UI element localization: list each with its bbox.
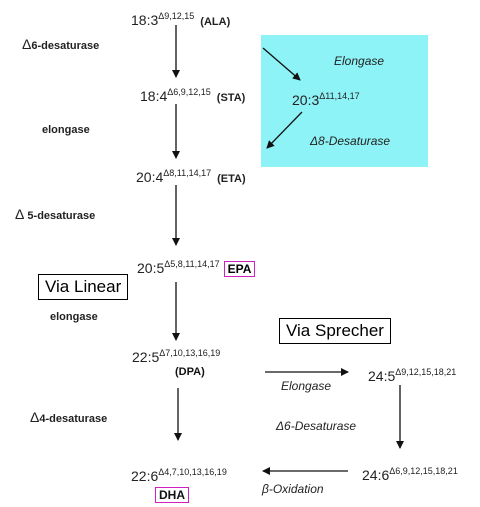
sprecher-beta-oxidation-label: β-Oxidation bbox=[262, 482, 324, 496]
dha-highlight: DHA bbox=[155, 487, 189, 503]
enzyme-d4-desaturase: Δ4-desaturase bbox=[30, 409, 108, 425]
epa-highlight: EPA bbox=[224, 261, 256, 277]
enzyme-elongase-2: elongase bbox=[50, 311, 98, 323]
sprecher-elongase-label: Elongase bbox=[281, 379, 332, 393]
compound-dpa-tag: (DPA) bbox=[175, 366, 205, 378]
sprecher-d6-desaturase-label: Δ6-Desaturase bbox=[276, 419, 357, 433]
compound-24-5: $24:5^{\Delta 9,12,15,18,21}$ bbox=[368, 367, 457, 384]
arrow-ala-to-alt bbox=[263, 48, 300, 80]
compound-24-6: $24:6^{\Delta 6,9,12,15,18,21}$ bbox=[362, 466, 458, 483]
compound-sta: $18:4^{\Delta 6,9,12,15}$ (STA) bbox=[140, 87, 246, 104]
alt-d8-desaturase-label: Δ8-Desaturase bbox=[310, 134, 391, 148]
alt-elongase-label: Elongase bbox=[334, 54, 385, 68]
via-linear-label: Via Linear bbox=[38, 274, 128, 300]
compound-dha: $22:6^{\Delta 4,7,10,13,16,19}$ bbox=[131, 467, 227, 484]
enzyme-d6-desaturase: Δ6-desaturase bbox=[22, 36, 100, 52]
compound-dpa: $22:5^{\Delta 7,10,13,16,19}$ bbox=[132, 348, 221, 365]
compound-eta: $20:4^{\Delta 8,11,14,17}$ (ETA) bbox=[136, 168, 246, 185]
compound-ala: $18:3^{\Delta 9,12,15}$ (ALA) bbox=[131, 11, 231, 28]
enzyme-elongase-1: elongase bbox=[42, 124, 90, 136]
compound-epa: $20:5^{\Delta 5,8,11,14,17}$ EPA bbox=[137, 256, 255, 276]
arrow-alt-to-eta bbox=[267, 112, 302, 148]
via-sprecher-label: Via Sprecher bbox=[279, 318, 391, 344]
compound-20-3: $20:3^{\Delta 11,14,17}$ bbox=[292, 91, 360, 108]
enzyme-d5-desaturase: Δ 5-desaturase bbox=[15, 206, 96, 222]
